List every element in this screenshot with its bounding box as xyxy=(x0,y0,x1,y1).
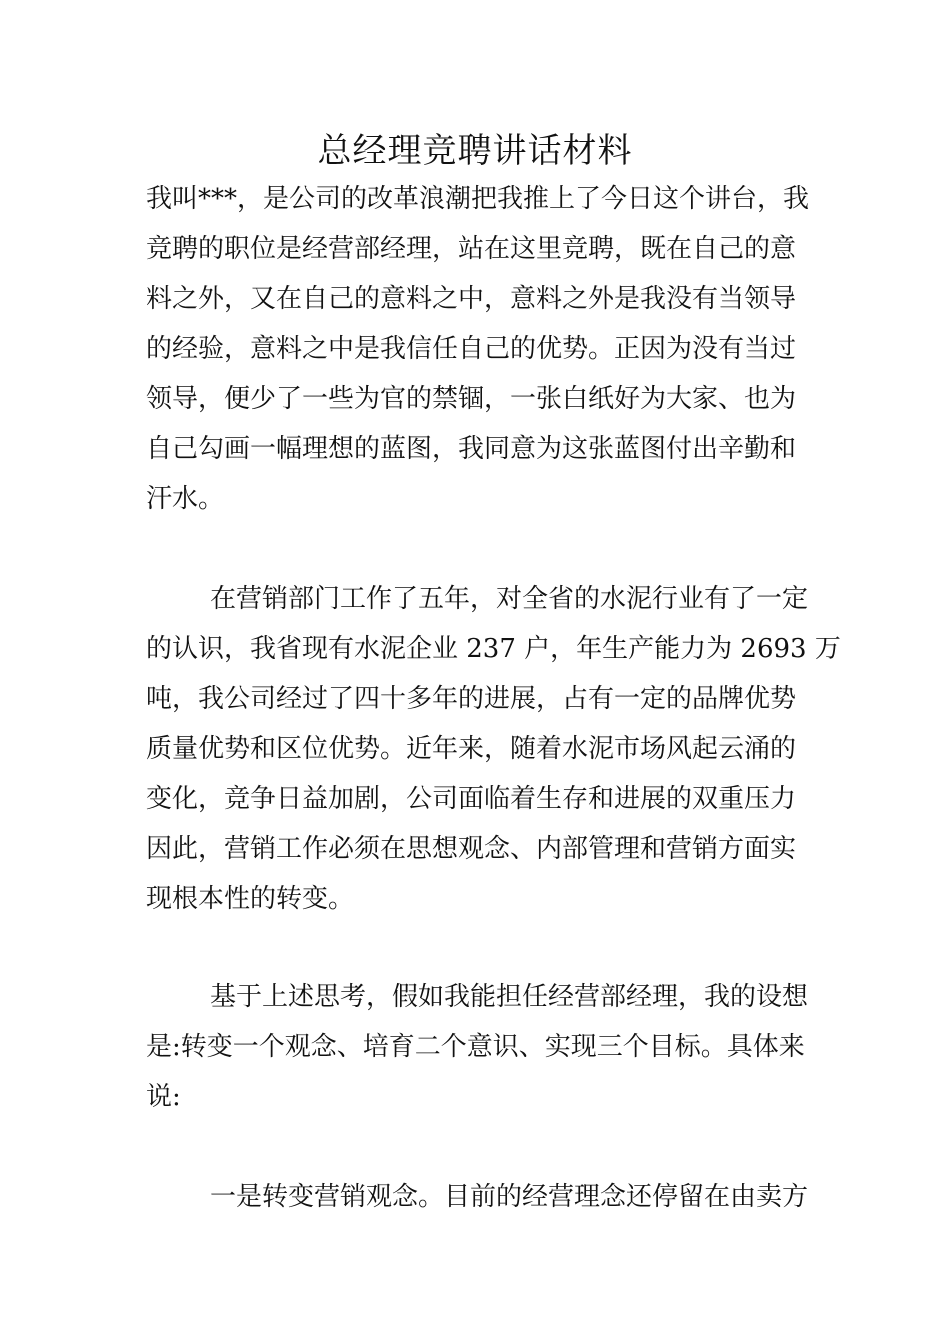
paragraph-line: 变化，竞争日益加剧，公司面临着生存和进展的双重压力 xyxy=(146,784,797,814)
paragraph-line: 的认识，我省现有水泥企业 237 户，年生产能力为 2693 万 xyxy=(146,634,841,664)
paragraph-line: 的经验，意料之中是我信任自己的优势。正因为没有当过 xyxy=(146,334,797,364)
paragraph-line: 因此，营销工作必须在思想观念、内部管理和营销方面实 xyxy=(146,834,797,864)
paragraph-line: 现根本性的转变。 xyxy=(146,884,355,914)
paragraph-line: 料之外，又在自己的意料之中，意料之外是我没有当领导 xyxy=(146,284,797,314)
paragraph-line: 吨，我公司经过了四十多年的进展，占有一定的品牌优势 xyxy=(146,684,797,714)
paragraph-line: 基于上述思考，假如我能担任经营部经理，我的设想 xyxy=(210,982,809,1012)
paragraph-line: 说: xyxy=(146,1082,181,1112)
paragraph-3 xyxy=(146,972,808,1122)
paragraph-1 xyxy=(146,174,808,524)
paragraph-line: 我叫***，是公司的改革浪潮把我推上了今日这个讲台，我 xyxy=(146,184,810,214)
paragraph-line: 领导，便少了一些为官的禁锢，一张白纸好为大家、也为 xyxy=(146,384,797,414)
paragraph-line: 一是转变营销观念。目前的经营理念还停留在由卖方 xyxy=(210,1182,809,1212)
paragraph-line: 在营销部门工作了五年，对全省的水泥行业有了一定 xyxy=(210,584,809,614)
paragraph-line: 竞聘的职位是经营部经理，站在这里竞聘，既在自己的意 xyxy=(146,234,797,264)
paragraph-2 xyxy=(146,574,841,924)
paragraph-4 xyxy=(146,1172,808,1222)
document-title: 总经理竞聘讲话材料 xyxy=(317,131,633,171)
paragraph-line: 汗水。 xyxy=(146,484,225,514)
paragraph-line: 自己勾画一幅理想的蓝图，我同意为这张蓝图付出辛勤和 xyxy=(146,434,797,464)
paragraph-line: 质量优势和区位优势。近年来，随着水泥市场风起云涌的 xyxy=(146,734,797,764)
paragraph-line: 是:转变一个观念、培育二个意识、实现三个目标。具体来 xyxy=(146,1032,805,1062)
